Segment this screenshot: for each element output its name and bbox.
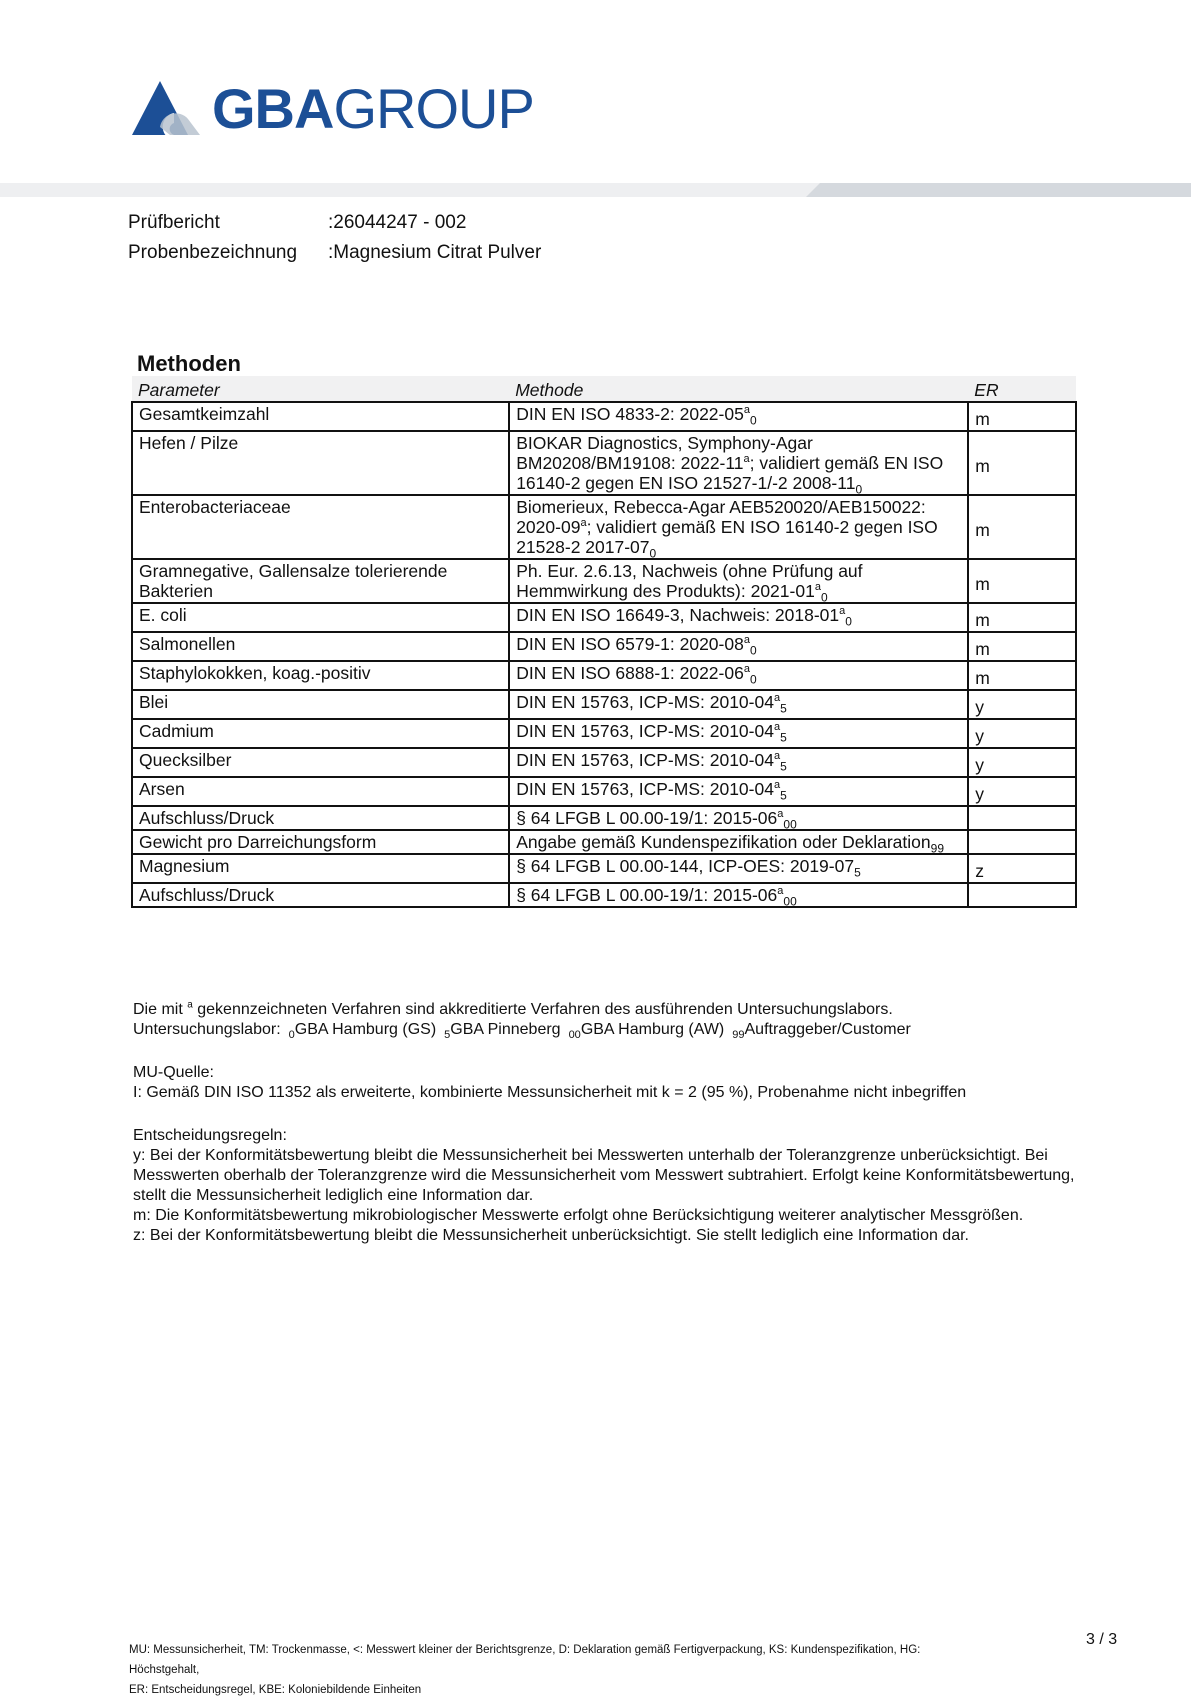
gba-group-logo: [130, 78, 560, 140]
method-parameter: Arsen: [132, 777, 509, 806]
method-er: m: [968, 632, 1076, 661]
method-parameter: Blei: [132, 690, 509, 719]
decision-rules: [133, 1126, 1083, 1246]
labs-line: Untersuchungslabor: $_0$GBA Hamburg (GS) $_5$GBA Pinneberg $_{00}$GBA Hamburg (AW) $_{99}$Auftraggeber/Customer: [133, 1021, 911, 1042]
method-parameter: Cadmium: [132, 719, 509, 748]
methods-title: Methoden: [137, 351, 241, 376]
accreditation-note: [133, 1000, 911, 1040]
page-number: 3 / 3: [1086, 1631, 1118, 1648]
sample-name-label: Probenbezeichnung: [128, 242, 298, 263]
method-parameter: Gramnegative, Gallensalze tolerierende Bakterien: [132, 559, 509, 603]
lab-name: Auftraggeber/Customer: [744, 1021, 911, 1038]
method-er: [968, 883, 1076, 907]
rule-y: y: Bei der Konformitätsbewertung bleibt die Messunsicherheit bei Messwerten unterhalb der Toleranzgrenze unberücksichtigt. Bei Messwerten oberhalb der Toleranzgrenze wird die Messunsicherheit vom Messwert subtrahiert. Erfolgt keine Konformitätsbewertung, stellt die Messunsicherheit lediglich eine Information dar.: [133, 1147, 1075, 1204]
method-row: [132, 748, 1076, 777]
method-row: [132, 603, 1076, 632]
rule-z: z: Bei der Konformitätsbewertung bleibt die Messunsicherheit unberücksichtigt. Sie stellt lediglich eine Information dar.: [133, 1227, 969, 1244]
method-row: [132, 883, 1076, 907]
method-row: [132, 661, 1076, 690]
method-er: m: [968, 495, 1076, 559]
lab-code: 0: [288, 1029, 295, 1042]
method-row: [132, 632, 1076, 661]
gba-logo-mark-icon: [130, 79, 202, 139]
method-row: [132, 777, 1076, 806]
method-description: DIN EN ISO 6888-1: $2022-06^a_0$: [509, 661, 968, 690]
footer-line-2: ER: Entscheidungsregel, KBE: Koloniebildende Einheiten: [129, 1684, 422, 1696]
method-description: Biomerieux, Rebecca-Agar AEB520020/AEB150022: 2020-09$^a$; validiert gemäß EN ISO 16140-2 gegen ISO 21528-2 $2017-07_0$: [509, 495, 968, 559]
method-er: [968, 830, 1076, 854]
methods-body: [132, 402, 1076, 907]
method-parameter: Aufschluss/Druck: [132, 883, 509, 907]
method-er: m: [968, 661, 1076, 690]
method-parameter: E. coli: [132, 603, 509, 632]
method-description: DIN EN 15763, ICP-MS: $2010-04^a_5$: [509, 690, 968, 719]
method-row: [132, 806, 1076, 830]
method-parameter: Staphylokokken, koag.-positiv: [132, 661, 509, 690]
method-er: [968, 806, 1076, 830]
header-er: ER: [968, 376, 1076, 402]
method-description: DIN EN 15763, ICP-MS: $2010-04^a_5$: [509, 719, 968, 748]
mu-source: [133, 1063, 1033, 1103]
method-parameter: Magnesium: [132, 854, 509, 883]
lab-name: GBA Hamburg (AW): [580, 1021, 725, 1038]
method-parameter: Gewicht pro Darreichungsform: [132, 830, 509, 854]
method-parameter: Quecksilber: [132, 748, 509, 777]
method-row: [132, 559, 1076, 603]
mu-text: I: Gemäß DIN ISO 11352 als erweiterte, kombinierte Messunsicherheit mit k = 2 (95 %), Probenahme nicht inbegriffen: [133, 1084, 967, 1101]
method-row: [132, 431, 1076, 495]
method-description: Angabe gemäß Kundenspezifikation oder Deklaration$_{99}$: [509, 830, 968, 854]
method-row: [132, 854, 1076, 883]
method-description: BIOKAR Diagnostics, Symphony-Agar BM20208/BM19108: 2022-11$^a$; validiert gemäß EN ISO 16140-2 gegen EN ISO 21527-1/-2 $2008-11_0$: [509, 431, 968, 495]
methods-table: [131, 376, 1077, 908]
method-er: z: [968, 854, 1076, 883]
method-row: [132, 495, 1076, 559]
method-row: [132, 402, 1076, 431]
method-parameter: Aufschluss/Druck: [132, 806, 509, 830]
method-er: m: [968, 402, 1076, 431]
footer-abbreviations: [129, 1640, 969, 1700]
lab-code: 00: [568, 1029, 581, 1042]
sample-name-value: :Magnesium Citrat Pulver: [328, 242, 542, 263]
method-parameter: Enterobacteriaceae: [132, 495, 509, 559]
method-er: m: [968, 431, 1076, 495]
method-er: y: [968, 748, 1076, 777]
method-er: m: [968, 603, 1076, 632]
method-parameter: Hefen / Pilze: [132, 431, 509, 495]
lab-name: GBA Pinneberg: [450, 1021, 561, 1038]
method-er: y: [968, 777, 1076, 806]
logo-wordmark: GBAGROUP: [212, 77, 534, 140]
method-er: y: [968, 719, 1076, 748]
method-parameter: Gesamtkeimzahl: [132, 402, 509, 431]
rules-title: Entscheidungsregeln:: [133, 1127, 287, 1144]
method-description: DIN EN ISO 16649-3, Nachweis: $2018-01^a_0$: [509, 603, 968, 632]
method-description: Ph. Eur. 2.6.13, Nachweis (ohne Prüfung auf Hemmwirkung des Produkts): $2021-01^a_0$: [509, 559, 968, 603]
method-description: § 64 LFGB L 00.00-144, ICP-OES: $2019-07_5$: [509, 854, 968, 883]
rule-m: m: Die Konformitätsbewertung mikrobiologischer Messwerte erfolgt ohne Berücksichtigung weiterer analytischer Messgrößen.: [133, 1207, 1024, 1224]
mu-title: MU-Quelle:: [133, 1064, 214, 1081]
method-description: DIN EN ISO 6579-1: $2020-08^a_0$: [509, 632, 968, 661]
method-description: § 64 LFGB L 00.00-19/1: $2015-06^a_{00}$: [509, 806, 968, 830]
header-method: Methode: [509, 376, 968, 402]
header-parameter: Parameter: [132, 376, 509, 402]
report-number-value: :26044247 - 002: [328, 212, 467, 233]
lab-name: GBA Hamburg (GS): [294, 1021, 437, 1038]
method-row: [132, 719, 1076, 748]
footer-line-1: MU: Messunsicherheit, TM: Trockenmasse, <: Messwert kleiner der Berichtsgrenze, D: Deklaration gemäß Fertigverpackung, KS: Kundenspezifikation, HG: Höchstgehalt,: [129, 1644, 921, 1676]
report-number-row: [128, 208, 541, 238]
lab-code: 5: [444, 1029, 451, 1042]
method-description: DIN EN 15763, ICP-MS: $2010-04^a_5$: [509, 777, 968, 806]
method-er: y: [968, 690, 1076, 719]
lab-code: 99: [732, 1029, 745, 1042]
accreditation-text: Die mit $^a$ gekennzeichneten Verfahren sind akkreditierte Verfahren des ausführenden Untersuchungslabors.: [133, 999, 893, 1018]
method-row: [132, 830, 1076, 854]
sample-name-row: [128, 238, 541, 268]
method-parameter: Salmonellen: [132, 632, 509, 661]
method-description: DIN EN 15763, ICP-MS: $2010-04^a_5$: [509, 748, 968, 777]
method-description: DIN EN ISO 4833-2: $2022-05^a_0$: [509, 402, 968, 431]
methods-header-row: [132, 376, 1076, 402]
report-number-label: Prüfbericht: [128, 212, 220, 233]
header-divider-accent: [806, 183, 1191, 197]
report-meta: [128, 208, 541, 268]
method-description: § 64 LFGB L 00.00-19/1: $2015-06^a_{00}$: [509, 883, 968, 907]
method-er: m: [968, 559, 1076, 603]
method-row: [132, 690, 1076, 719]
